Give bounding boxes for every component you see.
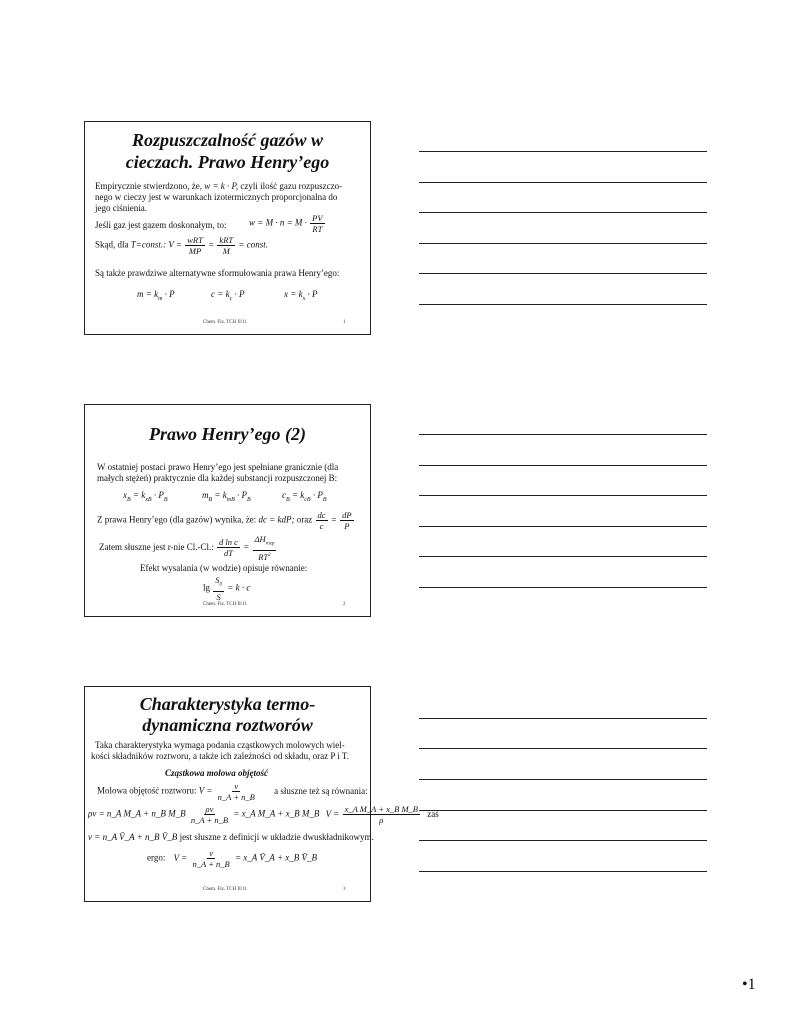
partial-volume-line	[88, 832, 374, 843]
fraction	[216, 781, 257, 802]
subscript: B	[322, 496, 327, 503]
note-line	[419, 243, 707, 244]
subscript: xB	[145, 496, 152, 503]
subscript: cB	[304, 496, 311, 503]
ideal-gas-equation	[249, 213, 326, 234]
slide-2	[84, 404, 371, 617]
fraction	[217, 537, 240, 558]
equation-xB	[123, 490, 168, 503]
paragraph-line: nego w cieczy jest w warunkach izotermicznych proporcjonalna do	[95, 192, 338, 202]
denominator: M	[222, 246, 230, 256]
slide-title-line2: cieczach. Prawo Henry’ego	[125, 152, 330, 172]
subscript: B	[208, 496, 213, 503]
numerator-text: ΔH	[254, 534, 266, 544]
equation-part: · P	[307, 289, 318, 299]
equation-cB	[282, 490, 327, 503]
subscript: mB	[226, 496, 235, 503]
equation-part: · P	[234, 490, 247, 500]
note-line	[419, 434, 707, 435]
equation-part: m = k	[137, 289, 159, 299]
subscript: B	[286, 496, 290, 503]
numerator	[253, 534, 277, 551]
equation-part: T=const.:	[130, 239, 167, 250]
numerator-text: S	[215, 575, 220, 585]
equation-part: = k	[212, 490, 227, 500]
slide-1	[84, 121, 371, 335]
denominator: MP	[188, 246, 202, 256]
text-span: zaś	[427, 808, 439, 819]
equation-part: x	[123, 490, 127, 500]
paragraph-line: małych stężeń) praktycznie dla każdej substancji rozpuszczonej B:	[97, 473, 338, 483]
salting-out-text: Efekt wysalania (w wodzie) opisuje równanie:	[140, 563, 308, 573]
note-line	[419, 273, 707, 274]
text-span: czyli ilość gazu rozpuszczo-	[240, 181, 343, 191]
text-span: oraz	[296, 514, 313, 525]
denominator: ρ	[379, 815, 384, 825]
numerator: ρv	[205, 804, 214, 814]
ideal-gas-text: Jeśli gaz jest gazem doskonałym, to:	[95, 220, 227, 230]
equation-part: = k	[130, 490, 146, 500]
fraction	[213, 575, 224, 602]
equation-part: = x_A M_A + x_B M_B	[233, 808, 320, 819]
numerator: dc	[317, 510, 326, 520]
slide-number: 1	[343, 320, 346, 325]
equation-part: = const.	[238, 239, 268, 250]
numerator: v	[209, 848, 214, 858]
denominator-text: RT	[258, 551, 269, 562]
equation-part: V =	[325, 808, 340, 819]
slide-footer: Chem. Fiz. TCH II/11	[203, 602, 248, 607]
numerator: PV	[312, 213, 323, 223]
slide-footer: Chem. Fiz. TCH II/11	[203, 887, 248, 892]
equation-part: =	[243, 541, 250, 552]
note-line	[419, 556, 707, 557]
section-subheading: Cząstkowa molowa objętość	[165, 768, 269, 778]
note-line	[419, 465, 707, 466]
equation: w = k · P,	[204, 181, 239, 191]
text-span: ergo:	[147, 852, 166, 863]
equation-part: x = k	[284, 289, 303, 299]
equation-part: v = n_A V̄_A + n_B V̄_B	[88, 832, 178, 842]
equation-c	[211, 289, 244, 302]
text-span: Molowa objętość roztworu:	[97, 785, 197, 796]
text-span: a słuszne też są równania:	[274, 785, 368, 796]
slide-footer: Chem. Fiz. TCH II/11	[203, 320, 248, 325]
note-line	[419, 495, 707, 496]
henry-derivation-line	[97, 510, 355, 531]
denominator: n_A + n_B	[217, 792, 255, 802]
subscript: B	[247, 496, 251, 503]
equation-part: =	[208, 239, 215, 250]
note-line	[419, 212, 707, 213]
density-equation-line	[88, 804, 439, 825]
note-line	[419, 151, 707, 152]
denominator: P	[344, 521, 350, 531]
subscript: 0	[219, 582, 223, 588]
fraction	[189, 804, 230, 825]
equation-part: V =	[173, 852, 188, 863]
fraction	[217, 235, 235, 256]
paragraph-line: kości składników roztworu, a także ich zależności od składu, oraz P i T.	[91, 751, 350, 761]
equation-part: · P	[234, 289, 245, 299]
equation-part: w = M · n = M ·	[249, 217, 307, 228]
equation-part: V =	[198, 785, 213, 796]
equation-part: =	[330, 514, 337, 525]
molar-volume-line	[97, 781, 368, 802]
slide-title-line2: dynamiczna roztworów	[142, 715, 313, 735]
numerator: dP	[342, 510, 352, 520]
subscript: B	[163, 496, 168, 503]
superscript: 2	[268, 552, 271, 558]
subscript: rozp	[265, 541, 275, 547]
const-equation-line	[95, 235, 268, 256]
equation-m	[137, 289, 175, 302]
numerator: x_A M_A + x_B M_B	[344, 804, 418, 814]
note-line	[419, 718, 707, 719]
equation-part: dc = kdP;	[258, 514, 295, 525]
note-line	[419, 526, 707, 527]
denominator: dT	[224, 548, 233, 559]
text-span: jest słuszne z definicji w układzie dwuskładnikowym.	[179, 832, 374, 842]
note-line	[419, 810, 707, 811]
denominator	[256, 551, 272, 562]
text-span: Skąd, dla	[95, 239, 129, 250]
note-line	[419, 779, 707, 780]
clausius-clapeyron-line	[99, 534, 277, 562]
fraction	[340, 510, 353, 531]
slide-title-line1: Rozpuszczalność gazów w	[131, 130, 324, 150]
page-number: •1	[742, 976, 756, 993]
subscript: m	[158, 295, 163, 302]
subscript: x	[302, 295, 306, 302]
denominator: n_A + n_B	[192, 859, 230, 869]
text-span: lg	[203, 582, 211, 593]
ergo-equation-line	[147, 848, 317, 869]
paragraph-line: Taka charakterystyka wymaga podania cząstkowych molowych wiel-	[95, 740, 345, 750]
note-line	[419, 587, 707, 588]
numerator: kRT	[219, 235, 234, 245]
slide-title-line1: Charakterystyka termo-	[139, 694, 316, 714]
numerator	[213, 575, 224, 592]
equation-part: = k · c	[227, 582, 251, 593]
equation-part: ρv = n_A M_A + n_B M_B	[88, 808, 186, 819]
text-span: Zatem słuszne jest r-nie Cl.-Cl.:	[99, 541, 214, 552]
equation-part: m	[202, 490, 209, 500]
slide-3	[84, 686, 439, 902]
note-line	[419, 182, 707, 183]
denominator: S	[216, 591, 221, 602]
numerator: wRT	[187, 235, 203, 245]
equation-part: · P	[151, 490, 164, 500]
paragraph-line: jego ciśnienia.	[95, 203, 147, 213]
equation-part: c	[282, 490, 286, 500]
subscript: c	[229, 295, 233, 302]
fraction	[310, 213, 324, 234]
equation-part: c = k	[211, 289, 230, 299]
fraction	[191, 848, 232, 869]
equation-x	[284, 289, 317, 302]
numerator: d ln c	[219, 537, 238, 548]
slide-number: 2	[343, 602, 346, 607]
alt-formulations-text: Są także prawdziwe alternatywne sformułowania prawa Henry’ego:	[95, 268, 340, 278]
text-span: Z prawa Henry’ego (dla gazów) wynika, że:	[97, 514, 257, 525]
note-line	[419, 871, 707, 872]
fraction	[343, 804, 420, 825]
denominator: RT	[312, 224, 323, 234]
paragraph-line: W ostatniej postaci prawo Henry’ego jest spełniane granicznie (dla	[97, 462, 339, 472]
slide-title-line1: Prawo Henry’ego (2)	[149, 424, 306, 444]
paragraph-line	[95, 181, 342, 192]
note-line	[419, 304, 707, 305]
equation-mB	[202, 490, 251, 503]
denominator: n_A + n_B	[190, 815, 229, 825]
numerator: v	[234, 781, 239, 791]
equation-part: = x_A V̄_A + x_B V̄_B	[234, 852, 318, 863]
equation-part: · P	[310, 490, 323, 500]
fraction	[185, 235, 205, 256]
note-line	[419, 748, 707, 749]
text-span: Empirycznie stwierdzono, że,	[95, 181, 202, 191]
note-line	[419, 840, 707, 841]
fraction	[253, 534, 277, 562]
fraction	[316, 510, 328, 531]
denominator: c	[319, 521, 324, 531]
salting-out-equation	[203, 575, 250, 602]
equation-part: V =	[168, 239, 182, 250]
slide-number: 3	[343, 887, 346, 892]
equation-part: = k	[289, 490, 305, 500]
equation-part: · P	[164, 289, 175, 299]
subscript: B	[127, 496, 131, 503]
